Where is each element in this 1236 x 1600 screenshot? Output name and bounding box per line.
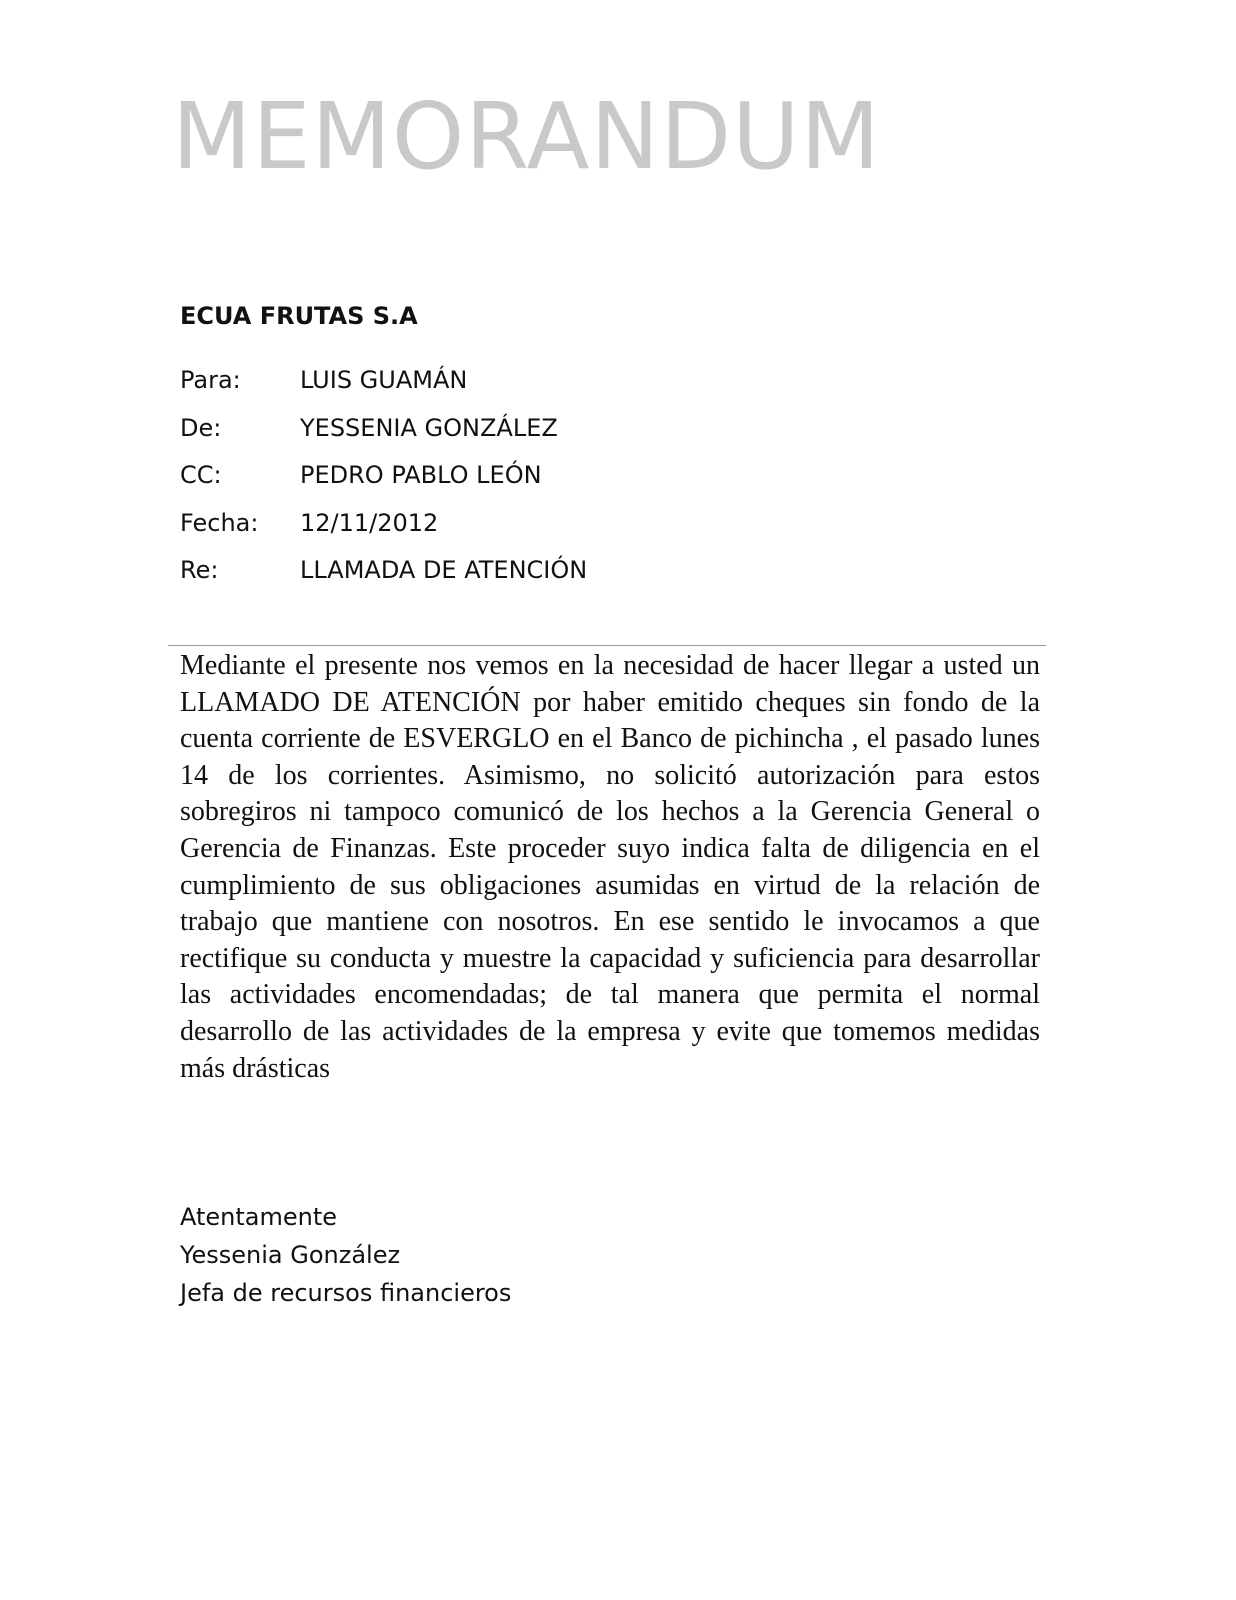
memo-body: Mediante el presente nos vemos en la necesidad de hacer llegar a usted un LLAMADO DE ATENCIÓN por haber emitido cheques sin fondo de la cuenta corriente de ESVERGLO en el Banco de pichincha , el pasado lunes 14 de los corrientes. Asimismo, no solicitó autorización para estos sobregiros ni tampoco comunicó de los hechos a la Gerencia General o Gerencia de Finanzas. Este proceder suyo indica falta de diligencia en el cumplimiento de sus obligaciones asumidas en virtud de la relación de trabajo que mantiene con nosotros. En ese sentido le invocamos a que rectifique su conducta y muestre la capacidad y suficiencia para desarrollar las actividades encomendadas; de tal manera que permita el normal desarrollo de las actividades de la empresa y evite que tomemos medidas más drásticas — [180, 650, 1040, 1084]
company-name: ECUA FRUTAS S.A — [180, 302, 418, 330]
signer-position: Jefa de recursos financieros — [180, 1279, 512, 1307]
signer-name: Yessenia González — [180, 1241, 401, 1269]
field-value: LLAMADA DE ATENCIÓN — [300, 556, 588, 584]
header-divider — [168, 645, 1046, 646]
field-label: Para: — [180, 366, 241, 394]
field-value: YESSENIA GONZÁLEZ — [300, 413, 558, 442]
memo-title: MEMORANDUM — [172, 83, 881, 190]
closing-salutation: Atentamente — [180, 1203, 338, 1231]
field-cc — [180, 457, 880, 505]
field-from — [180, 410, 880, 458]
field-to — [180, 362, 880, 410]
field-value: 12/11/2012 — [300, 508, 439, 537]
field-label: Fecha: — [180, 508, 259, 537]
field-label: CC: — [180, 461, 222, 489]
field-value: LUIS GUAMÁN — [300, 366, 468, 394]
field-label: De: — [180, 413, 222, 442]
memo-header-fields — [180, 362, 880, 600]
field-subject — [180, 552, 880, 600]
signature-block — [180, 1198, 511, 1312]
field-date — [180, 505, 880, 553]
field-label: Re: — [180, 556, 219, 584]
field-value: PEDRO PABLO LEÓN — [300, 461, 542, 489]
